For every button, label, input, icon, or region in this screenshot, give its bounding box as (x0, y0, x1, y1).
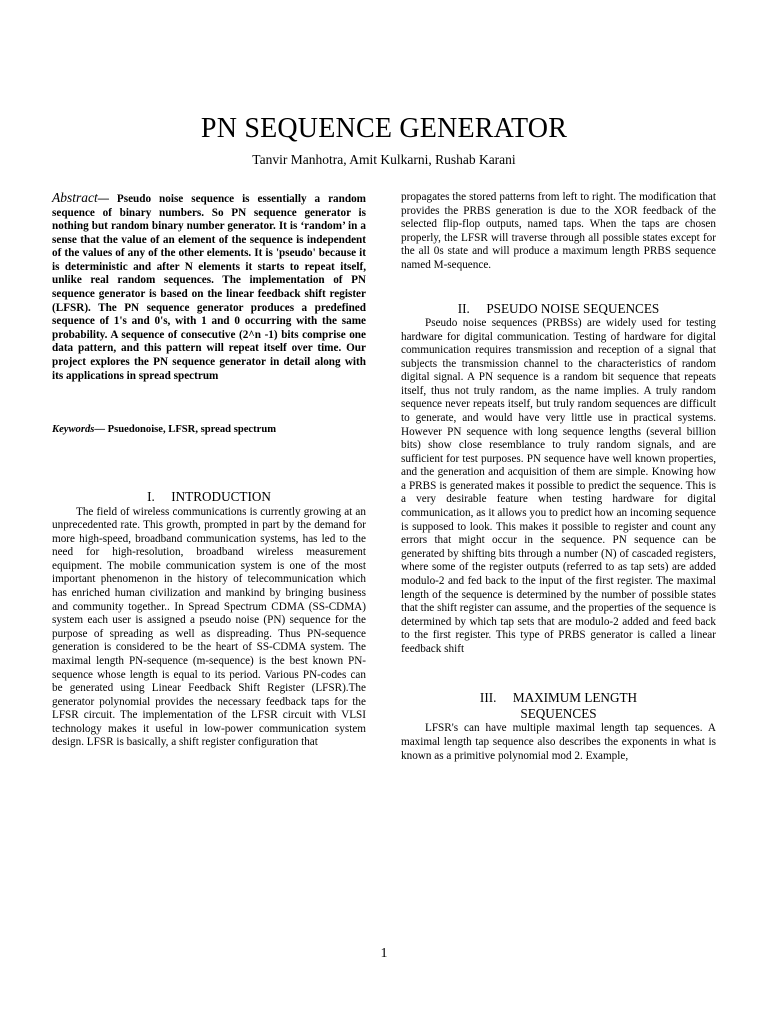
author-list: Tanvir Manhotra, Amit Kulkarni, Rushab Karani (252, 152, 516, 167)
abstract-dash: — (97, 193, 109, 205)
abstract (52, 191, 366, 383)
keywords (52, 423, 366, 436)
page-number: 1 (380, 946, 388, 961)
heading-line-1: III. MAXIMUM LENGTH (479, 690, 638, 706)
abstract-text: Pseudo noise sequence is essentially a random sequence of binary numbers. So PN sequence generator is nothing but random binary number generator. It is ‘random’ in a sense that the value of an element of the sequence is independent of the values of any of the other elements. It is 'pseudo' because it is deterministic and after N elements it starts to repeat itself, unlike real random sequences. The implementation of PN sequence generator is based on the linear feedback shift register (LFSR). The PN sequence generator produces a predefined sequence of 1's and 0's, with 1 and 0 occurring with the same probability. A sequence of consecutive (2^n -1) bits comprise one data pattern, and this pattern will repeat itself over time. Our project explores the PN sequence generator in detail along with its applications in spread spectrum (52, 193, 366, 382)
right-column (401, 191, 716, 763)
section-heading-pseudo-noise-sequences: II. PSEUDO NOISE SEQUENCES (457, 301, 660, 317)
section-heading-introduction: I. INTRODUCTION (147, 489, 271, 505)
pseudo-noise-paragraph: Pseudo noise sequences (PRBSs) are widely used for testing hardware for digital communication. Testing of hardware for digital communication requires transmission and reception of a signal that subjects the transmission channel to the characteristics of random digital signal. A PN sequence is a random bit sequence that repeats itself, thus not truly random, as the name implies. A truly random sequence never repeats itself, but truly random sequences are difficult to generate, and would have very little use in practical systems. However PN sequence with long sequence lengths (several billion bits) show close resemblance to truly random signals, and are sufficient for test purposes. PN sequence have well known properties, and the generation and acquisition of them are simple. Knowing how a PRBS is generated makes it possible to predict the sequence. This is a very desirable feature when testing hardware for digital communication, as it allows you to predict how an incoming sequence is supposed to look. This makes it possible to register and count any errors that might occur in the sequence. PN sequence can be generated by shifting bits through a number (N) of cascaded registers, where some of the register outputs (referred to as tap sets) are added modulo-2 and fed back to the input of the first register. The maximal length of the sequence is determined by the number of possible states that the shift register can assume, and the properties of the sequence is determined by which tap sets that are modulo-2 added and feed back to the first register. This type of PRBS generator is called a linear feedback shift (401, 316, 716, 655)
abstract-label: Abstract (52, 190, 98, 205)
section-heading-maximum-length-sequences (401, 690, 716, 721)
left-column (52, 191, 366, 750)
paper-title: PN SEQUENCE GENERATOR (200, 113, 568, 144)
introduction-continued-paragraph: propagates the stored patterns from left to right. The modification that provides the PRBS generation is due to the XOR feedback of the selected flip-flop outputs, named taps. When the taps are chosen properly, the LFSR will traverse through all possible states except for the all 0s state and will produce a maximum length PRBS sequence named M-sequence. (401, 191, 716, 271)
keywords-label: Keywords (52, 424, 95, 436)
heading-line-2: SEQUENCES (520, 705, 597, 721)
keywords-dash: — (94, 424, 105, 436)
keywords-text: Psuedonoise, LFSR, spread spectrum (107, 424, 277, 436)
maximum-length-paragraph: LFSR's can have multiple maximal length tap sequences. A maximal length tap sequence also describes the exponents in what is known as a primitive polynomial mod 2. Example, (401, 722, 716, 762)
introduction-paragraph: The field of wireless communications is currently growing at an unprecedented rate. This growth, prompted in part by the demand for more high-speed, broadband communication systems, has led to the need for high-resolution, broadband wireless measurement equipment. The mobile communication system is one of the most important phenomenon in the history of telecommunication which has enriched human civilization and mankind by bringing business and community together.. In Spread Spectrum CDMA (SS-CDMA) system each user is assigned a pseudo noise (PN) sequence for the purpose of spreading as well as dispreading. Thus PN-sequence generation is considered to be the heart of SS-CDMA system. The maximal length PN-sequence (m-sequence) is the best known PN-sequence whose length is equal to its period. Various PN-codes can be generated using Linear Feedback Shift Register (LFSR).The generator polynomial provides the necessary feedback taps for the LFSR circuit. The implementation of the LFSR circuit with VLSI technology makes it useful in low-power communication system design. LFSR is basically, a shift register configuration that (52, 505, 366, 749)
